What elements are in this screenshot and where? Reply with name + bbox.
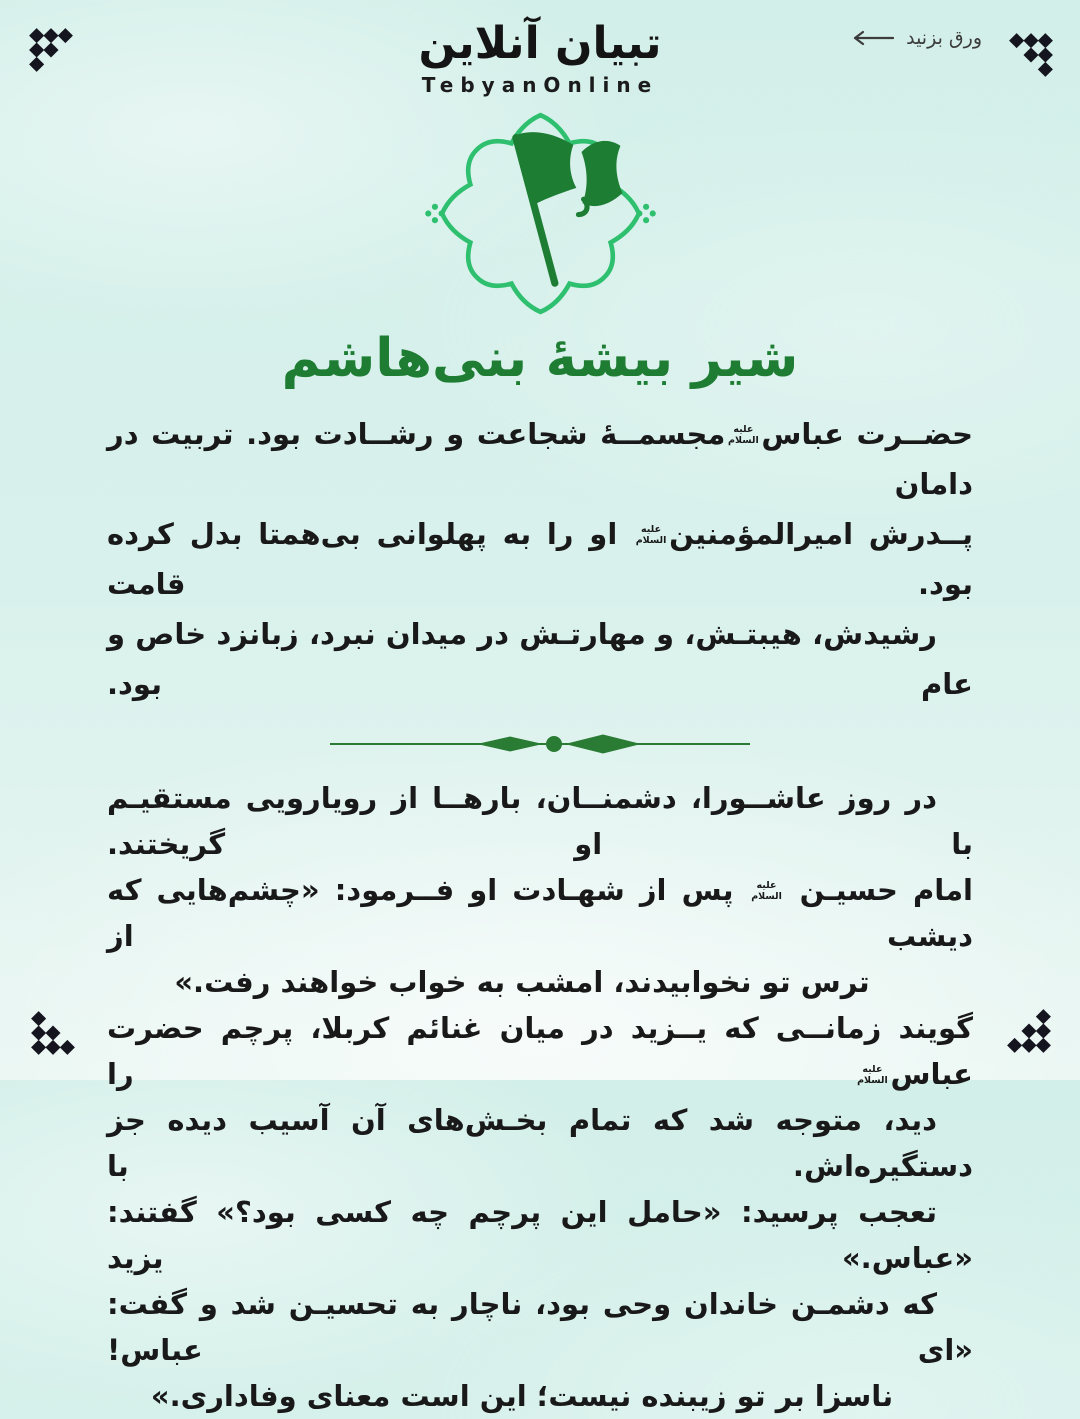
text-segment: تعجب پرسید: «حامل این پرچم چه کسی بود؟» گفتند: «عباس.» یزید [107,1195,973,1276]
honorific-mark: علیه السلام [635,524,667,547]
honorific-mark: علیه السلام [857,1064,888,1087]
text-line [107,959,973,1005]
text-segment: که دشمـن خاندان وحی بود، ناچار به تحسیـن شد و گفت: «ای عباس! [107,1287,973,1368]
paragraph-story [107,775,973,1419]
text-segment: در روز عاشــورا، دشمنــان، بارهــا از رویارویی مستقیـم با او گریختند. [107,781,973,862]
logo-farsi: تبیان آنلاین [418,18,662,69]
swipe-label: ورق بزنید [906,27,982,49]
arrow-left-icon [852,30,894,46]
text-segment: ناسزا بر تو زیبنده نیست؛ این است معنای وفاداری.» [150,1379,894,1414]
text-segment: ترس تو نخوابیدند، امشب به خواب خواهند رفت.» [174,965,870,1000]
text-segment: را [107,1057,855,1092]
swipe-hint [852,27,982,49]
page-title: شیر بیشهٔ بنی‌هاشم [281,328,799,390]
flag-icon [513,132,622,283]
text-line [107,867,973,959]
ornamental-divider-icon [325,729,755,759]
logo-english: TebyanOnline [421,73,659,98]
text-segment: مجسمــهٔ شجاعت و رشــادت بود. تربیت در دامان [107,417,973,502]
text-segment: پــدرش امیرالمؤمنین [669,517,973,552]
text-line [107,1097,973,1189]
article-body [107,409,973,1419]
corner-ornament-bottom-right-icon [1006,1008,1052,1054]
text-segment: دید، متوجه شد که تمام بخـش‌های آن آسیب دیده جز دستگیره‌اش. با [107,1103,973,1184]
flag-medallion-emblem [438,111,643,316]
text-segment: حضــرت عباس [761,417,973,452]
side-flower-right-icon [636,204,655,223]
text-segment: او را به پهلوانی بی‌همتا بدل کرده بود. قامت [107,517,973,602]
paragraph-intro [107,409,973,709]
text-line [107,1189,973,1281]
text-segment: پس از شهـادت او فــرمود: «چشم‌هایی که دیشب از [107,873,973,954]
text-line [107,1373,973,1419]
text-line [107,1005,973,1097]
text-line [107,609,973,709]
text-segment: گویند زمانــی که یــزید در میان غنائم کربلا، پرچم حضرت عباس [107,1011,973,1092]
text-line [107,409,973,509]
corner-ornament-top-right-icon [1008,32,1054,78]
text-segment: رشیدش، هیبتـش، و مهارتـش در میدان نبرد، زبانزد خاص و عام بود. [107,617,973,702]
honorific-mark: علیه السلام [751,880,782,903]
text-line [107,1281,973,1373]
text-segment: امام حسیـن [784,873,973,908]
corner-ornament-top-left-icon [28,27,74,73]
side-flower-left-icon [425,204,444,223]
text-line [107,775,973,867]
text-line [107,509,973,609]
corner-ornament-bottom-left-icon [30,1010,76,1056]
honorific-mark: علیه السلام [728,424,759,447]
